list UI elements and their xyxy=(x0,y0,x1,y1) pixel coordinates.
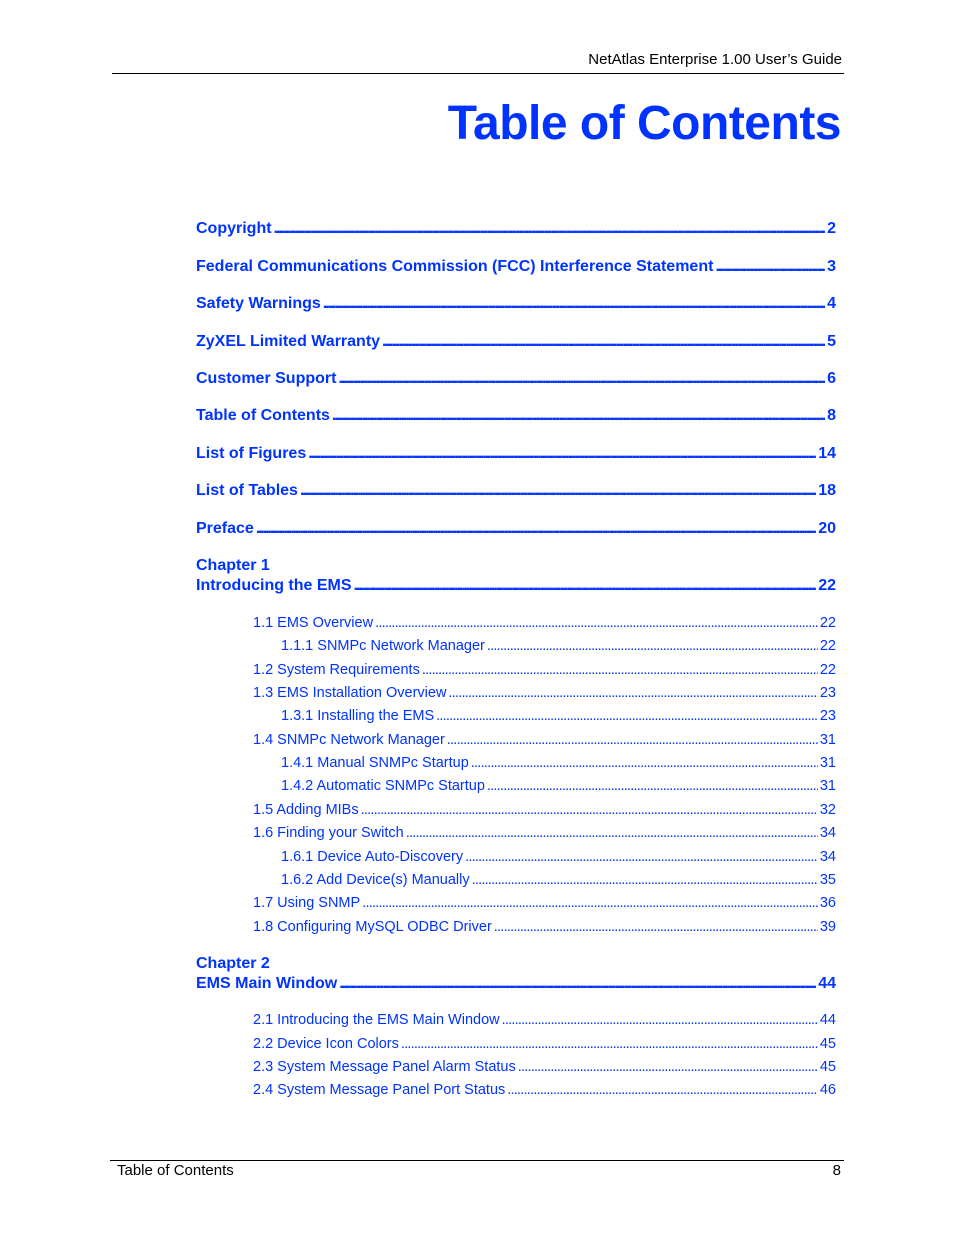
section-entry[interactable] xyxy=(253,1012,836,1028)
subsection-entry[interactable] xyxy=(281,778,836,794)
toc-entry-page: 3 xyxy=(827,258,836,275)
toc-entry-page: 6 xyxy=(827,370,836,387)
footer-section: Table of Contents xyxy=(117,1162,234,1179)
section-page: 22 xyxy=(819,662,836,678)
subsection-entry[interactable] xyxy=(281,849,836,865)
section-label: 1.6.2 Add Device(s) Manually xyxy=(281,872,470,888)
toc-entry[interactable] xyxy=(196,220,836,238)
section-page: 22 xyxy=(819,615,836,631)
dot-leader xyxy=(502,1012,818,1028)
dot-leader xyxy=(274,220,826,238)
section-page: 35 xyxy=(819,872,836,888)
section-label: 1.4.2 Automatic SNMPc Startup xyxy=(281,778,485,794)
dot-leader xyxy=(518,1059,818,1075)
toc-entry-page: 20 xyxy=(818,520,836,537)
chapter-title: EMS Main Window xyxy=(196,975,338,992)
section-label: 1.2 System Requirements xyxy=(253,662,420,678)
toc-entry-page: 2 xyxy=(827,220,836,237)
toc-entry-page: 18 xyxy=(818,482,836,499)
toc-entry-label: List of Figures xyxy=(196,445,307,462)
dot-leader xyxy=(256,520,816,538)
section-label: 1.6 Finding your Switch xyxy=(253,825,404,841)
section-page: 34 xyxy=(819,825,836,841)
dot-leader xyxy=(339,975,816,993)
toc-entry[interactable] xyxy=(196,295,836,313)
section-page: 23 xyxy=(819,708,836,724)
toc-entry-page: 8 xyxy=(827,407,836,424)
section-entry[interactable] xyxy=(253,732,836,748)
toc-entry-label: List of Tables xyxy=(196,482,298,499)
dot-leader xyxy=(382,333,825,351)
section-label: 1.4.1 Manual SNMPc Startup xyxy=(281,755,469,771)
section-page: 22 xyxy=(819,638,836,654)
toc-entry[interactable] xyxy=(196,520,836,538)
dot-leader xyxy=(448,685,817,701)
section-entry[interactable] xyxy=(253,1082,836,1098)
section-label: 1.6.1 Device Auto-Discovery xyxy=(281,849,464,865)
section-entry[interactable] xyxy=(253,1036,836,1052)
section-page: 45 xyxy=(819,1036,836,1052)
section-entry[interactable] xyxy=(253,919,836,935)
section-entry[interactable] xyxy=(253,1059,836,1075)
chapter-label: Chapter 1 xyxy=(196,557,270,574)
dot-leader xyxy=(471,755,818,771)
section-label: 1.3.1 Installing the EMS xyxy=(281,708,435,724)
section-page: 32 xyxy=(819,802,836,818)
section-page: 44 xyxy=(819,1012,836,1028)
subsection-entry[interactable] xyxy=(281,755,836,771)
dot-leader xyxy=(406,825,818,841)
section-page: 36 xyxy=(819,895,836,911)
chapter-title: Introducing the EMS xyxy=(196,577,352,594)
toc-entry[interactable] xyxy=(196,258,836,276)
footer-rule xyxy=(110,1160,844,1161)
guide-title: NetAtlas Enterprise 1.00 User’s Guide xyxy=(588,51,842,68)
dot-leader xyxy=(447,732,818,748)
toc-entry[interactable] xyxy=(196,482,836,500)
chapter-page: 44 xyxy=(818,975,836,992)
chapter-entry[interactable] xyxy=(196,975,836,993)
section-label: 1.7 Using SNMP xyxy=(253,895,361,911)
section-label: 2.1 Introducing the EMS Main Window xyxy=(253,1012,500,1028)
toc-entry-page: 4 xyxy=(827,295,836,312)
section-label: 1.1 EMS Overview xyxy=(253,615,374,631)
section-label: 1.3 EMS Installation Overview xyxy=(253,685,447,701)
dot-leader xyxy=(422,662,818,678)
toc-entry[interactable] xyxy=(196,445,836,463)
section-entry[interactable] xyxy=(253,662,836,678)
subsection-entry[interactable] xyxy=(281,638,836,654)
section-label: 1.1.1 SNMPc Network Manager xyxy=(281,638,485,654)
dot-leader xyxy=(507,1082,818,1098)
toc-entry-page: 14 xyxy=(818,445,836,462)
section-page: 23 xyxy=(819,685,836,701)
dot-leader xyxy=(494,919,818,935)
dot-leader xyxy=(323,295,825,313)
section-entry[interactable] xyxy=(253,685,836,701)
dot-leader xyxy=(338,370,825,388)
section-label: 2.4 System Message Panel Port Status xyxy=(253,1082,506,1098)
toc-entry-label: Preface xyxy=(196,520,254,537)
toc-entry-page: 5 xyxy=(827,333,836,350)
toc-entry[interactable] xyxy=(196,370,836,388)
chapter-page: 22 xyxy=(818,577,836,594)
dot-leader xyxy=(472,872,818,888)
dot-leader xyxy=(487,778,818,794)
dot-leader xyxy=(401,1036,818,1052)
section-page: 31 xyxy=(819,732,836,748)
dot-leader xyxy=(465,849,818,865)
toc-entry-label: Safety Warnings xyxy=(196,295,321,312)
footer-page-number: 8 xyxy=(832,1162,841,1179)
subsection-entry[interactable] xyxy=(281,872,836,888)
section-entry[interactable] xyxy=(253,825,836,841)
section-page: 31 xyxy=(819,778,836,794)
section-entry[interactable] xyxy=(253,615,836,631)
dot-leader xyxy=(362,895,818,911)
section-page: 31 xyxy=(819,755,836,771)
toc-entry-label: ZyXEL Limited Warranty xyxy=(196,333,381,350)
section-label: 1.8 Configuring MySQL ODBC Driver xyxy=(253,919,492,935)
dot-leader xyxy=(375,615,818,631)
dot-leader xyxy=(361,802,818,818)
dot-leader xyxy=(300,482,816,500)
section-entry[interactable] xyxy=(253,895,836,911)
dot-leader xyxy=(308,445,816,463)
section-label: 1.4 SNMPc Network Manager xyxy=(253,732,445,748)
toc-entry-label: Table of Contents xyxy=(196,407,330,424)
section-label: 2.3 System Message Panel Alarm Status xyxy=(253,1059,516,1075)
chapter-entry[interactable] xyxy=(196,577,836,595)
section-page: 39 xyxy=(819,919,836,935)
dot-leader xyxy=(487,638,818,654)
header-rule xyxy=(112,73,844,74)
section-entry[interactable] xyxy=(253,802,836,818)
section-label: 1.5 Adding MIBs xyxy=(253,802,359,818)
section-label: 2.2 Device Icon Colors xyxy=(253,1036,399,1052)
dot-leader xyxy=(354,577,817,595)
chapter-label: Chapter 2 xyxy=(196,955,270,972)
toc-entry[interactable] xyxy=(196,407,836,425)
toc-entry[interactable] xyxy=(196,333,836,351)
subsection-entry[interactable] xyxy=(281,708,836,724)
dot-leader xyxy=(715,258,825,276)
section-page: 45 xyxy=(819,1059,836,1075)
dot-leader xyxy=(332,407,825,425)
section-page: 34 xyxy=(819,849,836,865)
toc-entry-label: Customer Support xyxy=(196,370,337,387)
toc-entry-label: Copyright xyxy=(196,220,272,237)
section-page: 46 xyxy=(819,1082,836,1098)
toc-entry-label: Federal Communications Commission (FCC) Interference Statement xyxy=(196,258,714,275)
dot-leader xyxy=(436,708,818,724)
page-title: Table of Contents xyxy=(447,97,841,150)
